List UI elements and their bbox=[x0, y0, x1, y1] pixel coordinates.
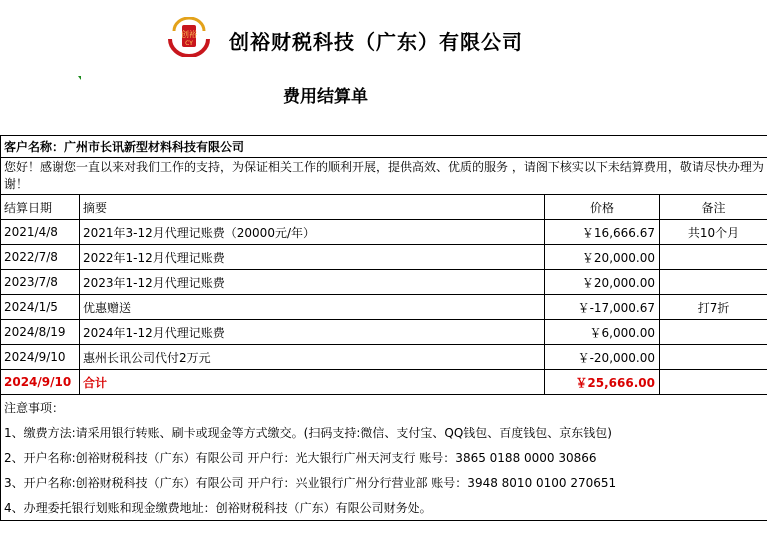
row-price: ￥20,000.00 bbox=[545, 270, 660, 295]
row-remark: 打7折 bbox=[660, 295, 767, 320]
note-row bbox=[1, 445, 767, 470]
total-date: 2024/9/10 bbox=[1, 370, 80, 395]
row-date: 2023/7/8 bbox=[1, 270, 80, 295]
header-summary: 摘要 bbox=[80, 195, 545, 220]
row-summary: 2024年1-12月代理记账费 bbox=[80, 320, 545, 345]
header-price: 价格 bbox=[545, 195, 660, 220]
row-date: 2024/8/19 bbox=[1, 320, 80, 345]
row-date: 2024/1/5 bbox=[1, 295, 80, 320]
row-summary: 优惠赠送 bbox=[80, 295, 545, 320]
header-date: 结算日期 bbox=[1, 195, 80, 220]
row-remark bbox=[660, 345, 767, 370]
row-remark bbox=[660, 245, 767, 270]
company-logo-icon bbox=[164, 17, 214, 57]
row-remark bbox=[660, 270, 767, 295]
row-summary: 2021年3-12月代理记账费（20000元/年） bbox=[80, 220, 545, 245]
document-title: 费用结算单 bbox=[283, 87, 368, 107]
greeting-text: 您好！感谢您一直以来对我们工作的支持，为保证相关工作的顺利开展，提供高效、优质的服务 ，请阁下核实以下未结算费用，敬请尽快办理为谢！ bbox=[1, 158, 767, 195]
table-row bbox=[1, 320, 767, 345]
settlement-table bbox=[0, 135, 767, 521]
cell-comment-marker bbox=[78, 76, 81, 80]
row-summary: 2022年1-12月代理记账费 bbox=[80, 245, 545, 270]
table-row bbox=[1, 295, 767, 320]
notes-title: 注意事项： bbox=[1, 395, 767, 421]
table-row bbox=[1, 270, 767, 295]
note-row bbox=[1, 470, 767, 495]
note-row bbox=[1, 495, 767, 521]
note-item: 3、开户名称:创裕财税科技（广东）有限公司 开户行：兴业银行广州分行营业部 账号：3948 8010 0100 270651 bbox=[1, 470, 767, 495]
header-remark: 备注 bbox=[660, 195, 767, 220]
company-name: 创裕财税科技（广东）有限公司 bbox=[229, 30, 523, 54]
row-price: ￥16,666.67 bbox=[545, 220, 660, 245]
row-price: ￥-20,000.00 bbox=[545, 345, 660, 370]
document-header bbox=[0, 0, 767, 135]
row-price: ￥20,000.00 bbox=[545, 245, 660, 270]
table-row bbox=[1, 245, 767, 270]
row-price: ￥-17,000.67 bbox=[545, 295, 660, 320]
row-remark: 共10个月 bbox=[660, 220, 767, 245]
row-date: 2022/7/8 bbox=[1, 245, 80, 270]
row-summary: 惠州长讯公司代付2万元 bbox=[80, 345, 545, 370]
note-row bbox=[1, 420, 767, 445]
customer-row bbox=[1, 136, 767, 158]
customer-cell bbox=[1, 136, 767, 158]
table-row bbox=[1, 220, 767, 245]
total-price: ￥25,666.00 bbox=[545, 370, 660, 395]
svg-text:创裕: 创裕 bbox=[181, 30, 197, 39]
table-row bbox=[1, 345, 767, 370]
notes-title-row bbox=[1, 395, 767, 421]
row-date: 2021/4/8 bbox=[1, 220, 80, 245]
row-price: ￥6,000.00 bbox=[545, 320, 660, 345]
note-item: 1、缴费方法:请采用银行转账、刷卡或现金等方式缴交。(扫码支持:微信、支付宝、QQ钱包、百度钱包、京东钱包) bbox=[1, 420, 767, 445]
customer-label: 客户名称： bbox=[4, 140, 65, 154]
total-label: 合计 bbox=[80, 370, 545, 395]
customer-name: 广州市长讯新型材料科技有限公司 bbox=[64, 140, 245, 154]
row-summary: 2023年1-12月代理记账费 bbox=[80, 270, 545, 295]
svg-text:CY: CY bbox=[185, 40, 193, 47]
row-date: 2024/9/10 bbox=[1, 345, 80, 370]
note-item: 2、开户名称:创裕财税科技（广东）有限公司 开户行：光大银行广州天河支行 账号：3865 0188 0000 30866 bbox=[1, 445, 767, 470]
total-remark bbox=[660, 370, 767, 395]
column-header-row bbox=[1, 195, 767, 220]
row-remark bbox=[660, 320, 767, 345]
note-item: 4、办理委托银行划账和现金缴费地址：创裕财税科技（广东）有限公司财务处。 bbox=[1, 495, 767, 521]
greeting-row bbox=[1, 158, 767, 195]
total-row bbox=[1, 370, 767, 395]
